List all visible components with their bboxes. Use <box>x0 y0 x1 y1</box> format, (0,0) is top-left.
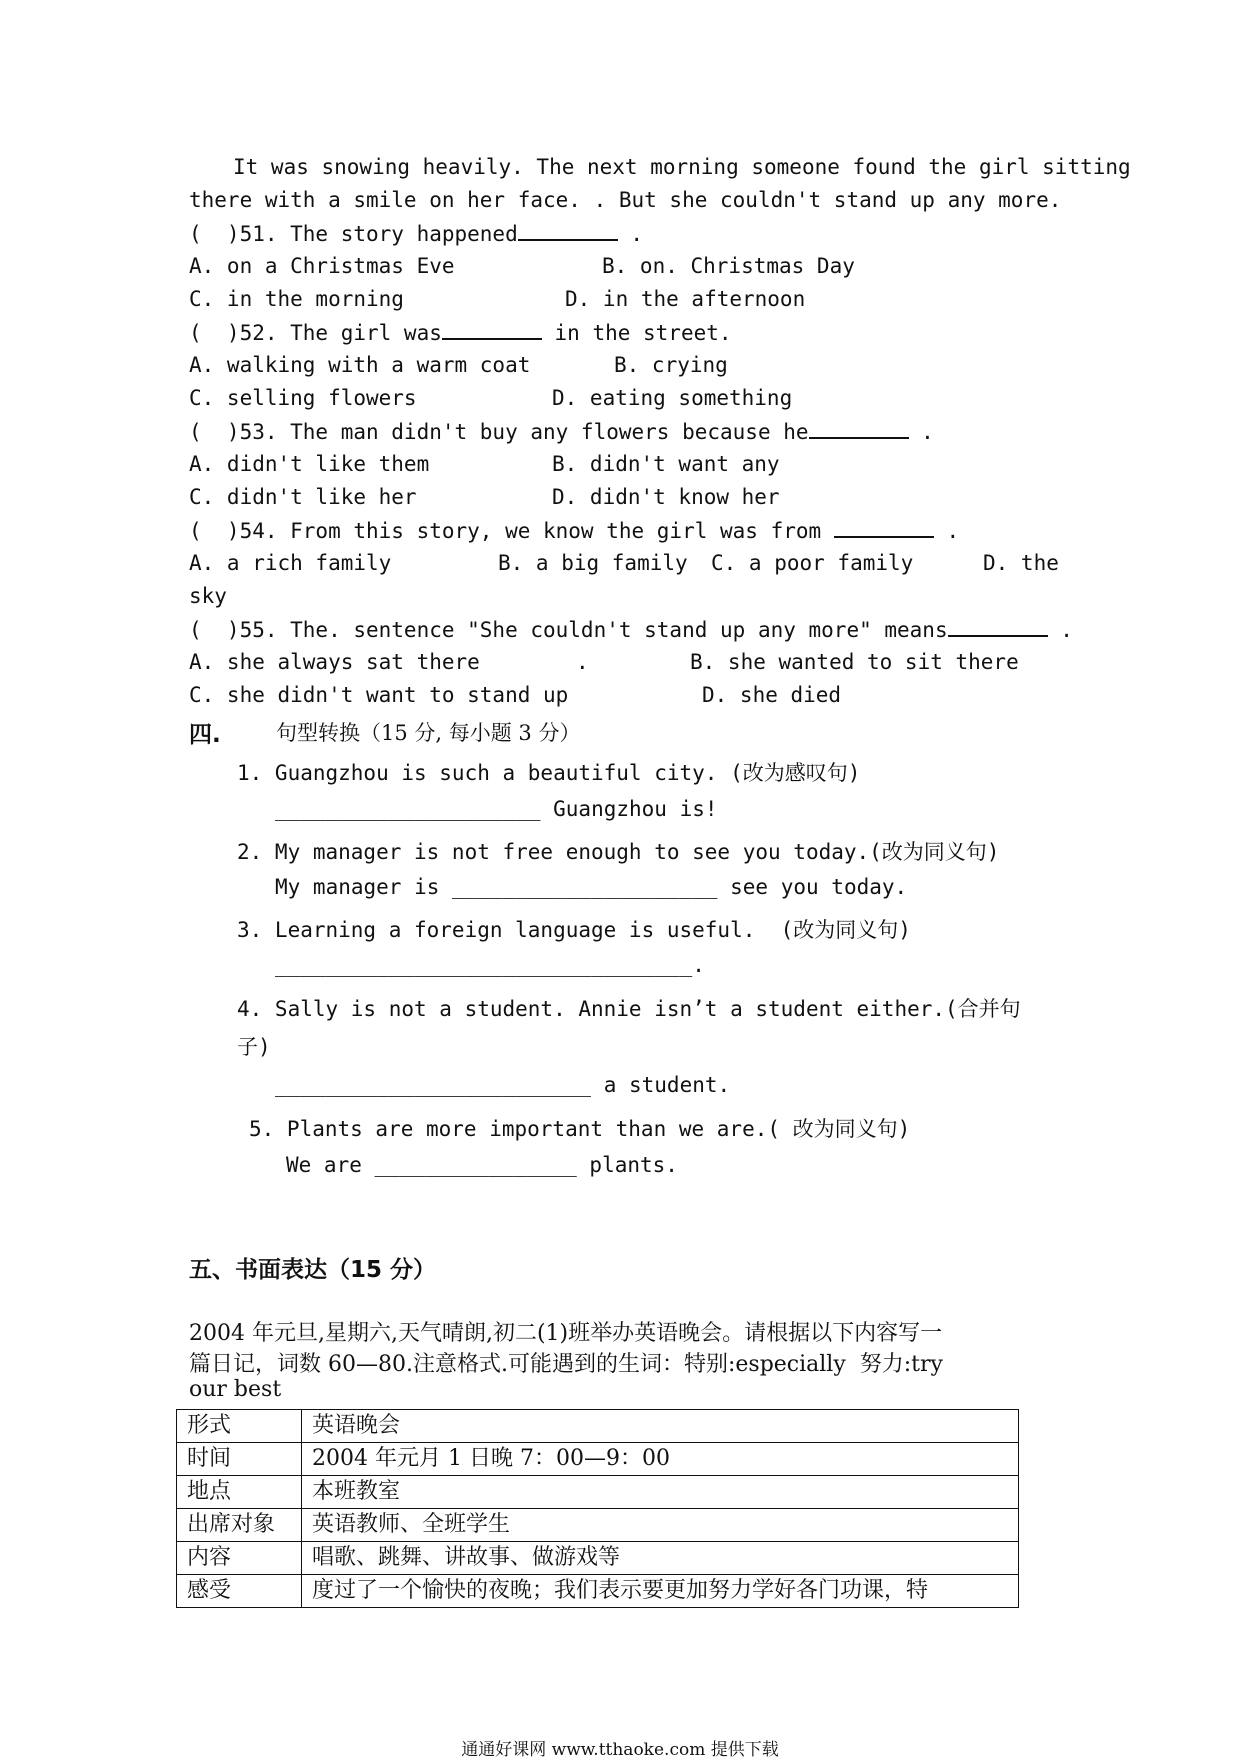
row-key: 出席对象 <box>177 1509 302 1542</box>
question-stem-text: ( )53. The man didn't buy any flowers because he <box>189 420 809 444</box>
page-footer: 通通好课网 www.tthaoke.com 提供下载 <box>461 1740 779 1760</box>
option-54-c: C. a poor family <box>711 551 914 575</box>
question-stem-end: . <box>1047 618 1073 642</box>
row-key: 时间 <box>177 1443 302 1476</box>
option-55-c: C. she didn't want to stand up <box>189 683 569 707</box>
question-stem-end: in the street. <box>541 321 732 345</box>
option-54-b: B. a big family <box>498 551 688 575</box>
story-line-1: It was snowing heavily. The next morning someone found the girl sitting <box>233 155 1131 179</box>
story-line-2: there with a smile on her face. . But she couldn't stand up any more. <box>189 188 1062 212</box>
answer-blank[interactable] <box>442 320 542 340</box>
answer-blank[interactable] <box>809 419 909 439</box>
option-53-b: B. didn't want any <box>552 452 780 476</box>
s4-item-5: 5. Plants are more important than we are.( 改为同义句) <box>249 1117 911 1141</box>
option-52-a: A. walking with a warm coat <box>189 353 531 377</box>
s4-item-2: 2. My manager is not free enough to see you today.(改为同义句) <box>237 840 1000 864</box>
s5-intro-line-3: our best <box>189 1377 282 1402</box>
s5-intro-line-1: 2004 年元旦,星期六,天气晴朗,初二(1)班举办英语晚会。请根据以下内容写一 <box>189 1321 943 1346</box>
row-key: 内容 <box>177 1542 302 1575</box>
row-key: 感受 <box>177 1575 302 1608</box>
table-row <box>177 1443 1019 1476</box>
option-51-d: D. in the afternoon <box>565 287 806 311</box>
s4-item-4-wrap: 子) <box>237 1035 271 1059</box>
option-52-b: B. crying <box>614 353 728 377</box>
s4-item-3: 3. Learning a foreign language is useful. (改为同义句) <box>237 918 911 942</box>
row-key: 地点 <box>177 1476 302 1509</box>
s4-answer-2[interactable]: My manager is _____________________ see you today. <box>275 875 908 899</box>
table-row <box>177 1509 1019 1542</box>
s4-item-1: 1. Guangzhou is such a beautiful city. (改为感叹句) <box>237 761 861 785</box>
answer-blank[interactable] <box>834 518 934 538</box>
row-value: 英语教师、全班学生 <box>302 1509 1019 1542</box>
option-55-b: B. she wanted to sit there <box>690 650 1019 674</box>
question-stem-text: ( )51. The story happened <box>189 222 518 246</box>
answer-blank[interactable] <box>518 221 618 241</box>
s5-intro-line-2: 篇日记，词数 60—80.注意格式.可能遇到的生词：特别:especially 努力:try <box>189 1352 943 1377</box>
table-row <box>177 1410 1019 1443</box>
option-52-d: D. eating something <box>552 386 793 410</box>
option-55-d: D. she died <box>702 683 842 707</box>
s4-answer-1[interactable]: _____________________ Guangzhou is! <box>275 797 718 821</box>
question-53-stem <box>189 419 934 444</box>
option-55-a: A. she always sat there <box>189 650 480 674</box>
section-4-number: 四. <box>189 722 221 748</box>
row-value: 唱歌、跳舞、讲故事、做游戏等 <box>302 1542 1019 1575</box>
section-5-title: 五、书面表达（15 分） <box>189 1257 437 1283</box>
table-row <box>177 1575 1019 1608</box>
option-51-a: A. on a Christmas Eve <box>189 254 455 278</box>
option-51-c: C. in the morning <box>189 287 404 311</box>
row-value: 度过了一个愉快的夜晚；我们表示要更加努力学好各门功课，特 <box>302 1575 1019 1608</box>
option-53-d: D. didn't know her <box>552 485 780 509</box>
section-4-title: 句型转换（15 分, 每小题 3 分） <box>276 721 581 745</box>
question-stem-text: ( )55. The. sentence "She couldn't stand up any more" means <box>189 618 948 642</box>
option-54-a: A. a rich family <box>189 551 392 575</box>
question-stem-end: . <box>933 519 960 543</box>
option-53-a: A. didn't like them <box>189 452 430 476</box>
table-row <box>177 1476 1019 1509</box>
table-row <box>177 1542 1019 1575</box>
question-52-stem <box>189 320 732 345</box>
row-value: 2004 年元月 1 日晚 7：00—9：00 <box>302 1443 1019 1476</box>
option-54-d-wrap: sky <box>189 584 227 608</box>
question-stem-end: . <box>908 420 934 444</box>
s4-item-4: 4. Sally is not a student. Annie isn’t a student either.(合并句 <box>237 997 1021 1021</box>
question-stem-text: ( )52. The girl was <box>189 321 442 345</box>
event-info-table <box>176 1409 1019 1608</box>
row-value: 本班教室 <box>302 1476 1019 1509</box>
question-54-stem <box>189 518 959 543</box>
option-55-dot: . <box>576 650 589 674</box>
option-53-c: C. didn't like her <box>189 485 417 509</box>
question-stem-text: ( )54. From this story, we know the girl was from <box>189 519 834 543</box>
option-54-d: D. the <box>983 551 1059 575</box>
question-55-stem <box>189 617 1073 642</box>
question-51-stem <box>189 221 643 246</box>
s4-answer-4[interactable]: _________________________ a student. <box>275 1073 731 1097</box>
question-stem-end: . <box>617 222 644 246</box>
option-51-b: B. on. Christmas Day <box>602 254 855 278</box>
row-value: 英语晚会 <box>302 1410 1019 1443</box>
answer-blank[interactable] <box>948 617 1048 637</box>
s4-answer-3[interactable]: _________________________________. <box>275 953 705 977</box>
option-52-c: C. selling flowers <box>189 386 417 410</box>
row-key: 形式 <box>177 1410 302 1443</box>
s4-answer-5[interactable]: We are ________________ plants. <box>286 1153 678 1177</box>
